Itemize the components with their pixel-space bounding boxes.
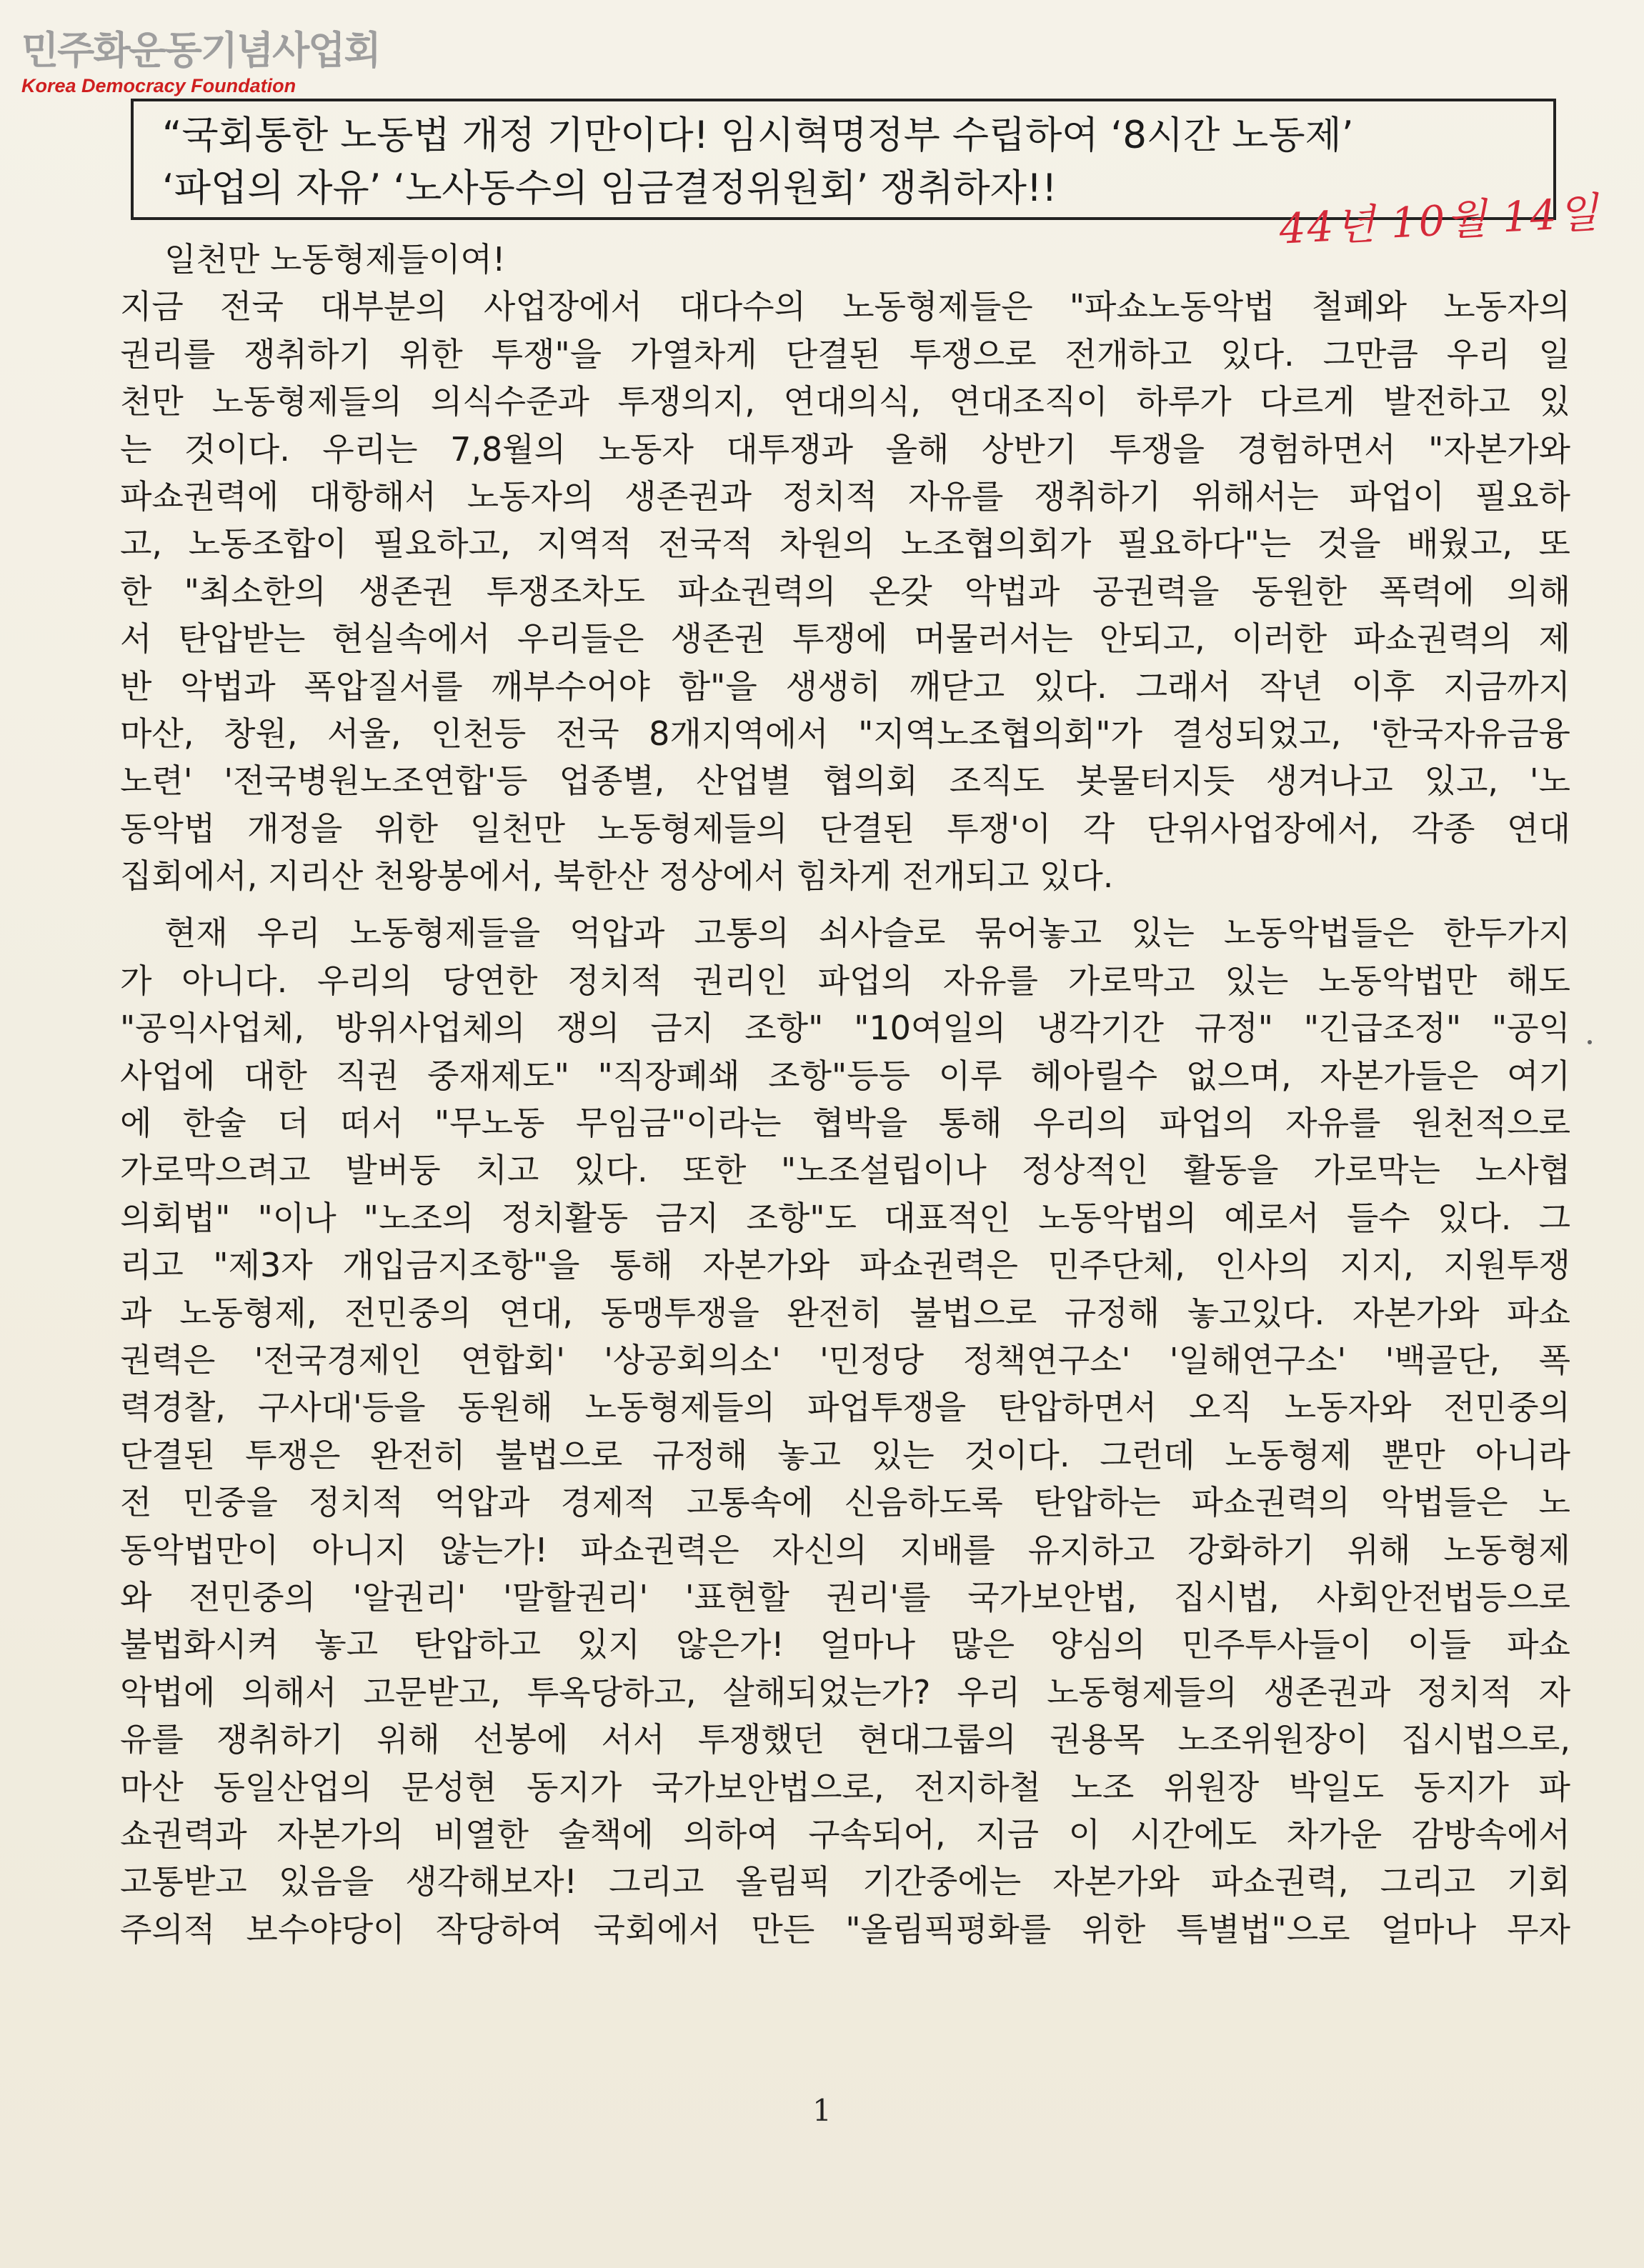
text-line: 파쇼권력에 대항해서 노동자의 생존권과 정치적 자유를 쟁취하기 위해서는 파업이 필요하 <box>120 476 1570 516</box>
text-line: 권리를 쟁취하기 위한 투쟁"을 가열차게 단결된 투쟁으로 전개하고 있다. 그만큼 우리 일 <box>120 334 1570 374</box>
text-line: 에 한술 더 떠서 "무노동 무임금"이라는 협박을 통해 우리의 파업의 자유를 원천적으로 <box>120 1104 1570 1143</box>
text-line: 마산, 창원, 서울, 인천등 전국 8개지역에서 "지역노조협의회"가 결성되었고, '한국자유금융 <box>120 714 1570 753</box>
headline-line-1: “국회통한 노동법 개정 기만이다! 임시혁명정부 수립하여 ‘8시간 노동제’ <box>162 114 1354 157</box>
text-line: 쇼권력과 자본가의 비열한 술책에 의하여 구속되어, 지금 이 시간에도 차가운 감방속에서 <box>120 1814 1570 1854</box>
handwritten-date-annotation: 44년 10월 14일 <box>1277 188 1601 254</box>
page-number: 1 <box>812 2093 832 2128</box>
text-line: 의회법" "이나 "노조의 정치활동 금지 조항"도 대표적인 노동악법의 예로서 들수 있다. 그 <box>120 1198 1570 1237</box>
document-body <box>120 236 1570 1953</box>
text-line: 노련' '전국병원노조연합'등 업종별, 산업별 협의회 조직도 봇물터지듯 생겨나고 있고, '노 <box>120 761 1570 801</box>
text-line: 서 탄압받는 현실속에서 우리들은 생존권 투쟁에 머물러서는 안되고, 이러한 파쇼권력의 제 <box>120 619 1570 659</box>
organization-name-korean: 민주화운동기념사업회 <box>21 27 380 73</box>
greeting: 일천만 노동형제들이여! <box>164 240 506 279</box>
stray-ink-dot <box>1588 1040 1592 1044</box>
text-line: 불법화시켜 놓고 탄압하고 있지 않은가! 얼마나 많은 양심의 민주투사들이 이들 파쇼 <box>120 1625 1570 1664</box>
text-line: 집회에서, 지리산 천왕봉에서, 북한산 정상에서 힘차게 전개되고 있다. <box>120 856 1114 896</box>
text-line: 단결된 투쟁은 완전히 불법으로 규정해 놓고 있는 것이다. 그런데 노동형제 뿐만 아니라 <box>120 1435 1570 1474</box>
text-line: 천만 노동형제들의 의식수준과 투쟁의지, 연대의식, 연대조직이 하루가 다르게 발전하고 있 <box>120 382 1570 421</box>
text-line: 고, 노동조합이 필요하고, 지역적 전국적 차원의 노조협의회가 필요하다"는 것을 배웠고, 또 <box>120 524 1570 564</box>
text-line: 전 민중을 정치적 억압과 경제적 고통속에 신음하도록 탄압하는 파쇼권력의 악법들은 노 <box>120 1483 1570 1522</box>
text-line: 가 아니다. 우리의 당연한 정치적 권리인 파업의 자유를 가로막고 있는 노동악법만 해도 <box>120 961 1570 1000</box>
text-line: 악법에 의해서 고문받고, 투옥당하고, 살해되었는가? 우리 노동형제들의 생존권과 정치적 자 <box>120 1672 1570 1712</box>
text-line: "공익사업체, 방위사업체의 쟁의 금지 조항" "10여일의 냉각기간 규정" "긴급조정" "공익 <box>120 1009 1570 1048</box>
text-line: 마산 동일산업의 문성현 동지가 국가보안법으로, 전지하철 노조 위원장 박일도 동지가 파 <box>120 1767 1570 1807</box>
text-line: 리고 "제3자 개입금지조항"을 통해 자본가와 파쇼권력은 민주단체, 인사의 지지, 지원투쟁 <box>120 1246 1570 1285</box>
text-line: 주의적 보수야당이 작당하여 국회에서 만든 "올림픽평화를 위한 특별법"으로 얼마나 무자 <box>120 1909 1570 1949</box>
text-line: 와 전민중의 '알권리' '말할권리' '표현할 권리'를 국가보안법, 집시법, 사회안전법등으로 <box>120 1577 1570 1617</box>
text-line: 과 노동형제, 전민중의 연대, 동맹투쟁을 완전히 불법으로 규정해 놓고있다. 자본가와 파쇼 <box>120 1293 1570 1332</box>
text-line: 반 악법과 폭압질서를 깨부수어야 함"을 생생히 깨닫고 있다. 그래서 작년 이후 지금까지 <box>120 666 1570 706</box>
paragraph-2 <box>120 909 1570 1953</box>
text-line: 동악법 개정을 위한 일천만 노동형제들의 단결된 투쟁'이 각 단위사업장에서, 각종 연대 <box>120 809 1570 848</box>
text-line: 는 것이다. 우리는 7,8월의 노동자 대투쟁과 올해 상반기 투쟁을 경험하면서 "자본가와 <box>120 429 1570 469</box>
headline-line-2: ‘파업의 자유’ ‘노사동수의 임금결정위원회’ 쟁취하자!! <box>162 166 1057 210</box>
text-line: 지금 전국 대부분의 사업장에서 대다수의 노동형제들은 "파쇼노동악법 철폐와 노동자의 <box>120 287 1570 326</box>
text-line: 한 "최소한의 생존권 투쟁조차도 파쇼권력의 온갖 악법과 공권력을 동원한 폭력에 의해 <box>120 571 1570 611</box>
text-line: 유를 쟁취하기 위해 선봉에 서서 투쟁했던 현대그룹의 권용목 노조위원장이 집시법으로, <box>120 1720 1570 1759</box>
text-line: 력경찰, 구사대'등을 동원해 노동형제들의 파업투쟁을 탄압하면서 오직 노동자와 전민중의 <box>120 1388 1570 1427</box>
text-line: 현재 우리 노동형제들을 억압과 고통의 쇠사슬로 묶어놓고 있는 노동악법들은 한두가지 <box>164 914 1570 953</box>
text-line: 가로막으려고 발버둥 치고 있다. 또한 "노조설립이나 정상적인 활동을 가로막는 노사협 <box>120 1151 1570 1190</box>
paragraph-gap <box>120 899 1570 909</box>
text-line: 고통받고 있음을 생각해보자! 그리고 올림픽 기간중에는 자본가와 파쇼권력, 그리고 기회 <box>120 1862 1570 1902</box>
text-line: 권력은 '전국경제인 연합회' '상공회의소' '민정당 정책연구소' '일해연구소' '백골단, 폭 <box>120 1340 1570 1379</box>
paragraph-1 <box>120 283 1570 899</box>
text-line: 사업에 대한 직권 중재제도" "직장폐쇄 조항"등등 이루 헤아릴수 없으며, 자본가들은 여기 <box>120 1056 1570 1095</box>
text-line: 동악법만이 아니지 않는가! 파쇼권력은 자신의 지배를 유지하고 강화하기 위해 노동형제 <box>120 1530 1570 1569</box>
organization-watermark <box>21 27 380 97</box>
organization-name-english: Korea Democracy Foundation <box>21 75 297 96</box>
